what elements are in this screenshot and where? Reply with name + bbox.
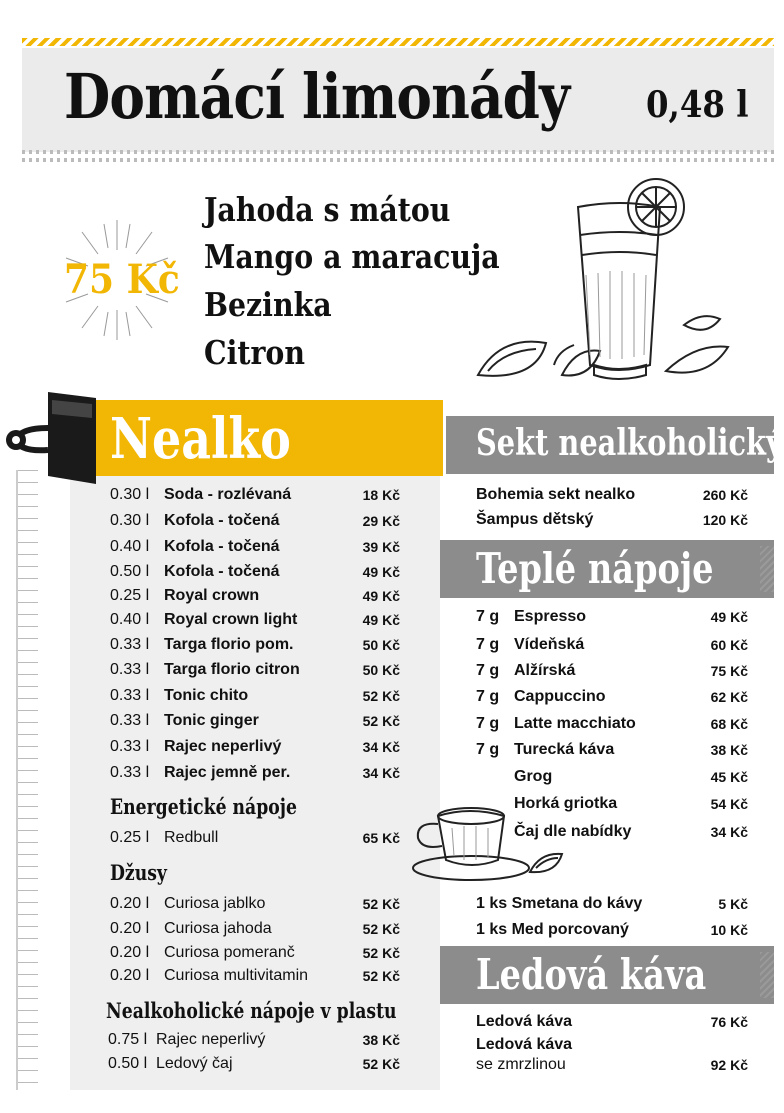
item-grams: 7 g <box>476 608 500 625</box>
item-name: Tonic ginger <box>164 712 259 729</box>
item-name: Targa florio pom. <box>164 636 294 653</box>
item-price: 68 Kč <box>710 716 748 732</box>
list-item <box>110 685 400 707</box>
list-item <box>476 713 748 735</box>
item-grams: 7 g <box>476 688 500 705</box>
list-item <box>110 510 400 532</box>
page-title: Domácí limonády <box>64 60 570 133</box>
list-item <box>110 965 400 987</box>
item-price: 39 Kč <box>362 539 400 555</box>
list-item <box>110 561 400 583</box>
item-name: Rajec neperlivý <box>164 738 282 755</box>
list-item <box>110 710 400 732</box>
item-price: 52 Kč <box>362 1056 400 1072</box>
item-price: 62 Kč <box>710 689 748 705</box>
item-name: Turecká káva <box>514 741 615 758</box>
item-price: 75 Kč <box>710 663 748 679</box>
item-price: 52 Kč <box>362 688 400 704</box>
item-name: Kofola - točená <box>164 538 280 555</box>
item-volume: 0.33 l <box>110 764 150 781</box>
list-item <box>476 766 748 788</box>
item-price: 29 Kč <box>362 513 400 529</box>
item-name: Royal crown <box>164 587 260 604</box>
item-volume: 0.50 l <box>110 563 150 580</box>
item-name: 1 ks Smetana do kávy <box>476 895 643 912</box>
list-item <box>110 893 400 915</box>
item-price: 34 Kč <box>362 765 400 781</box>
lemonade-price: 75 Kč <box>64 256 180 303</box>
list-item <box>110 942 400 964</box>
item-grams: 7 g <box>476 741 500 758</box>
item-price: 10 Kč <box>710 922 748 938</box>
item-price: 54 Kč <box>710 796 748 812</box>
lemonade-flavor: Mango a maracuja <box>204 237 500 276</box>
item-name: Kofola - točená <box>164 512 280 529</box>
item-price: 49 Kč <box>710 609 748 625</box>
item-name: Rajec neperlivý <box>156 1031 266 1048</box>
item-price: 52 Kč <box>362 921 400 937</box>
list-item <box>476 686 748 708</box>
item-name: Šampus dětský <box>476 511 594 528</box>
item-name: Bohemia sekt nealko <box>476 486 636 503</box>
item-grams: 7 g <box>476 636 500 653</box>
item-price: 52 Kč <box>362 968 400 984</box>
list-item <box>110 918 400 940</box>
item-name: Tonic chito <box>164 687 249 704</box>
item-volume: 0.33 l <box>110 661 150 678</box>
item-volume: 0.33 l <box>110 687 150 704</box>
item-price: 76 Kč <box>710 1014 748 1030</box>
list-item <box>108 1053 400 1075</box>
dotted-divider <box>22 150 774 154</box>
list-item <box>476 893 748 915</box>
list-item <box>110 585 400 607</box>
item-price: 49 Kč <box>362 564 400 580</box>
item-price: 49 Kč <box>362 588 400 604</box>
top-zigzag-border <box>22 38 774 46</box>
item-grams: 7 g <box>476 715 500 732</box>
list-item <box>476 660 748 682</box>
item-name: Ledová káva <box>476 1013 573 1030</box>
item-grams: 7 g <box>476 662 500 679</box>
list-item <box>476 484 748 506</box>
list-item <box>476 1011 748 1033</box>
lemonade-flavor: Jahoda s mátou <box>204 190 451 229</box>
list-item <box>110 536 400 558</box>
item-name: Ledový čaj <box>156 1055 233 1072</box>
item-name: Curiosa jahoda <box>164 920 272 937</box>
item-volume: 0.30 l <box>110 486 150 503</box>
item-volume: 0.40 l <box>110 611 150 628</box>
ruler-decoration <box>16 470 38 1090</box>
warm-drinks-title: Teplé nápoje <box>476 544 714 593</box>
list-item <box>476 634 748 656</box>
stripe-decoration <box>760 546 774 592</box>
juices-heading: Džusy <box>110 860 167 885</box>
item-volume: 0.25 l <box>110 587 150 604</box>
item-name: Curiosa multivitamin <box>164 967 309 984</box>
item-price: 260 Kč <box>702 487 748 503</box>
sekt-title: Sekt nealkoholický <box>476 422 783 464</box>
nealko-title: Nealko <box>110 406 291 472</box>
list-item <box>476 606 748 628</box>
list-item <box>110 484 400 506</box>
item-volume: 0.33 l <box>110 636 150 653</box>
item-price: 52 Kč <box>362 896 400 912</box>
item-price: 50 Kč <box>362 662 400 678</box>
item-price: 38 Kč <box>362 1032 400 1048</box>
item-volume: 0.20 l <box>110 895 150 912</box>
item-name: Kofola - točená <box>164 563 280 580</box>
item-price: 5 Kč <box>718 896 748 912</box>
item-price: 18 Kč <box>362 487 400 503</box>
item-name: 1 ks Med porcovaný <box>476 921 629 938</box>
item-name: Grog <box>514 768 553 785</box>
lemonade-flavor: Citron <box>204 333 305 372</box>
item-name: Redbull <box>164 829 219 846</box>
list-item <box>110 827 400 849</box>
binder-clip-icon <box>0 388 100 488</box>
coffee-cup-illustration <box>408 800 568 890</box>
item-volume: 0.30 l <box>110 512 150 529</box>
energy-drinks-heading: Energetické nápoje <box>110 794 297 819</box>
item-price: 92 Kč <box>710 1057 748 1073</box>
lemonade-glass-illustration <box>470 175 735 410</box>
item-volume: 0.40 l <box>110 538 150 555</box>
lemonade-flavor: Bezinka <box>204 285 332 324</box>
item-name: Vídeňská <box>514 636 585 653</box>
list-item <box>476 919 748 941</box>
lemonade-volume: 0,48 l <box>646 84 749 126</box>
item-price: 65 Kč <box>362 830 400 846</box>
list-item <box>476 739 748 761</box>
item-price: 34 Kč <box>362 739 400 755</box>
item-name: Cappuccino <box>514 688 606 705</box>
item-subtitle: se zmrzlinou <box>476 1056 566 1073</box>
item-name: Ledová káva <box>476 1036 573 1053</box>
item-name: Latte macchiato <box>514 715 636 732</box>
item-price: 50 Kč <box>362 637 400 653</box>
item-price: 52 Kč <box>362 713 400 729</box>
item-price: 34 Kč <box>710 824 748 840</box>
item-volume: 0.25 l <box>110 829 150 846</box>
list-item <box>476 509 748 531</box>
list-item <box>476 1034 748 1078</box>
item-price: 45 Kč <box>710 769 748 785</box>
item-name: Curiosa pomeranč <box>164 944 295 961</box>
list-item <box>108 1029 400 1051</box>
list-item <box>110 659 400 681</box>
stripe-decoration <box>760 952 774 998</box>
dotted-divider <box>22 158 774 162</box>
item-name: Alžírská <box>514 662 576 679</box>
item-volume: 0.20 l <box>110 944 150 961</box>
item-name: Curiosa jablko <box>164 895 266 912</box>
item-price: 38 Kč <box>710 742 748 758</box>
item-price: 60 Kč <box>710 637 748 653</box>
list-item <box>110 762 400 784</box>
item-name: Horká griotka <box>514 795 618 812</box>
item-name: Rajec jemně per. <box>164 764 291 781</box>
item-price: 120 Kč <box>702 512 748 528</box>
item-name: Čaj dle nabídky <box>514 823 632 840</box>
item-volume: 0.33 l <box>110 712 150 729</box>
item-volume: 0.50 l <box>108 1055 148 1072</box>
list-item <box>110 634 400 656</box>
item-volume: 0.20 l <box>110 920 150 937</box>
item-name: Soda - rozlévaná <box>164 486 292 503</box>
list-item <box>110 736 400 758</box>
item-price: 52 Kč <box>362 945 400 961</box>
item-name: Royal crown light <box>164 611 298 628</box>
plastic-drinks-heading: Nealkoholické nápoje v plastu <box>106 998 397 1023</box>
item-volume: 0.20 l <box>110 967 150 984</box>
item-volume: 0.33 l <box>110 738 150 755</box>
iced-coffee-title: Ledová káva <box>476 950 707 999</box>
list-item <box>110 609 400 631</box>
item-price: 49 Kč <box>362 612 400 628</box>
item-name: Targa florio citron <box>164 661 300 678</box>
item-volume: 0.75 l <box>108 1031 148 1048</box>
item-name: Espresso <box>514 608 587 625</box>
